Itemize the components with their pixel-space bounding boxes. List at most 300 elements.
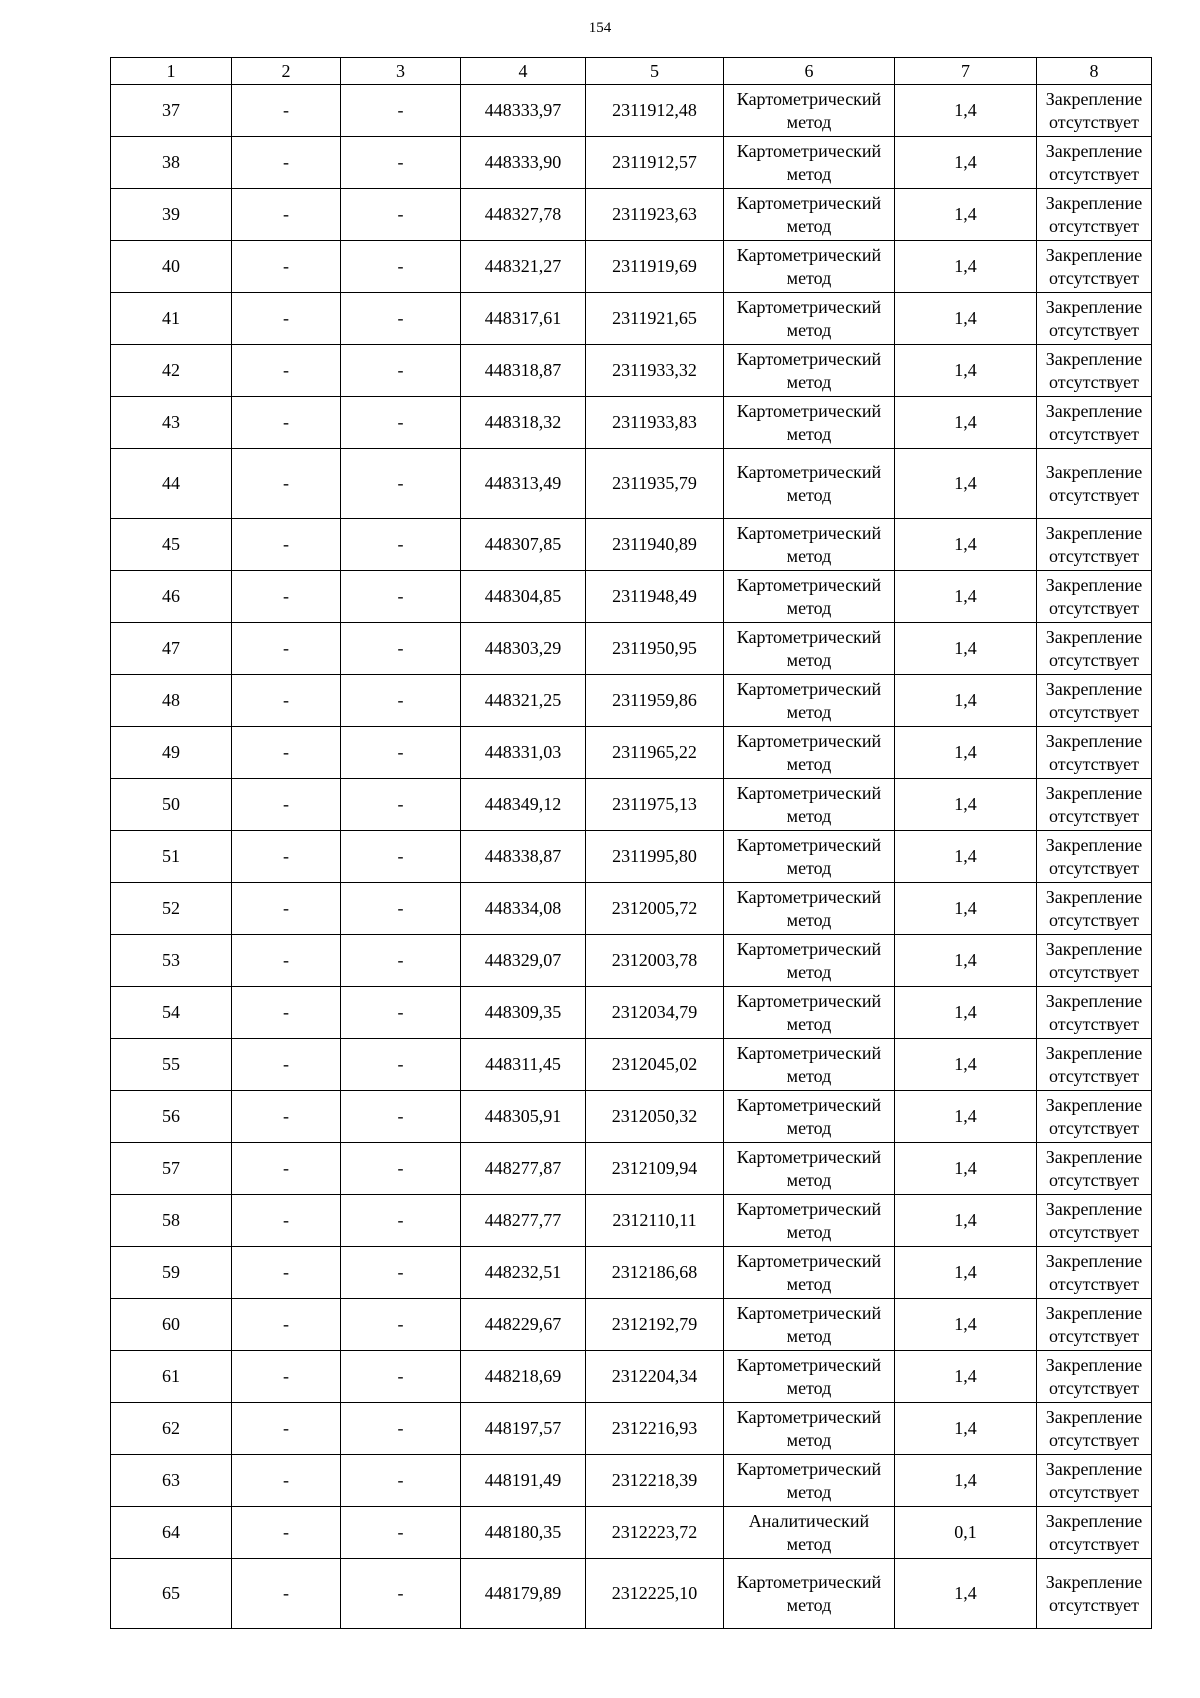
accuracy-cell: 1,4 xyxy=(895,1091,1037,1143)
point-number-cell: 58 xyxy=(111,1195,232,1247)
fixing-cell xyxy=(1037,1351,1152,1403)
fixing-cell xyxy=(1037,675,1152,727)
fixing-line: Закрепление xyxy=(1045,990,1143,1011)
table-row xyxy=(111,1039,1152,1091)
point-number-cell: 65 xyxy=(111,1559,232,1629)
fixing-line: Закрепление xyxy=(1045,348,1143,369)
fixing-line: отсутствует xyxy=(1048,805,1140,826)
y-coordinate-cell: 2311950,95 xyxy=(586,623,724,675)
method-line: Картометрический xyxy=(736,1406,882,1427)
y-coordinate-cell: 2312005,72 xyxy=(586,883,724,935)
fixing-line: отсутствует xyxy=(1048,163,1140,184)
y-coordinate-cell: 2312109,94 xyxy=(586,1143,724,1195)
point-number-cell: 41 xyxy=(111,293,232,345)
fixing-cell xyxy=(1037,935,1152,987)
method-line: Картометрический xyxy=(736,626,882,647)
method-line: Картометрический xyxy=(736,1458,882,1479)
method-cell xyxy=(724,1559,895,1629)
column-3-cell: - xyxy=(341,1507,461,1559)
fixing-cell xyxy=(1037,1195,1152,1247)
method-line: метод xyxy=(786,267,832,288)
fixing-cell xyxy=(1037,1455,1152,1507)
accuracy-cell: 1,4 xyxy=(895,831,1037,883)
column-3-cell: - xyxy=(341,189,461,241)
method-cell xyxy=(724,831,895,883)
accuracy-cell: 1,4 xyxy=(895,1039,1037,1091)
fixing-line: Закрепление xyxy=(1045,1510,1143,1531)
column-3-cell: - xyxy=(341,519,461,571)
column-2-cell: - xyxy=(232,293,341,345)
column-3-cell: - xyxy=(341,675,461,727)
column-3-cell: - xyxy=(341,831,461,883)
y-coordinate-cell: 2311975,13 xyxy=(586,779,724,831)
column-2-cell: - xyxy=(232,449,341,519)
method-line: Картометрический xyxy=(736,1302,882,1323)
fixing-cell xyxy=(1037,519,1152,571)
fixing-line: Закрепление xyxy=(1045,626,1143,647)
header-cell: 7 xyxy=(895,58,1037,85)
fixing-cell xyxy=(1037,831,1152,883)
method-line: метод xyxy=(786,423,832,444)
fixing-cell xyxy=(1037,623,1152,675)
accuracy-cell: 1,4 xyxy=(895,397,1037,449)
accuracy-cell: 1,4 xyxy=(895,449,1037,519)
x-coordinate-cell: 448321,27 xyxy=(461,241,586,293)
table-row xyxy=(111,1403,1152,1455)
table-row xyxy=(111,727,1152,779)
fixing-line: отсутствует xyxy=(1048,1065,1140,1086)
page-number: 154 xyxy=(588,20,612,36)
column-3-cell: - xyxy=(341,1039,461,1091)
x-coordinate-cell: 448304,85 xyxy=(461,571,586,623)
table-row xyxy=(111,1455,1152,1507)
fixing-cell xyxy=(1037,293,1152,345)
y-coordinate-cell: 2311933,32 xyxy=(586,345,724,397)
fixing-line: Закрепление xyxy=(1045,1146,1143,1167)
accuracy-cell: 1,4 xyxy=(895,1143,1037,1195)
x-coordinate-cell: 448191,49 xyxy=(461,1455,586,1507)
column-3-cell: - xyxy=(341,1455,461,1507)
point-number-cell: 38 xyxy=(111,137,232,189)
table-row xyxy=(111,241,1152,293)
method-cell xyxy=(724,1455,895,1507)
fixing-line: Закрепление xyxy=(1045,1571,1143,1592)
column-3-cell: - xyxy=(341,85,461,137)
column-2-cell: - xyxy=(232,675,341,727)
column-2-cell: - xyxy=(232,727,341,779)
fixing-line: отсутствует xyxy=(1048,597,1140,618)
point-number-cell: 60 xyxy=(111,1299,232,1351)
header-cell: 6 xyxy=(724,58,895,85)
x-coordinate-cell: 448321,25 xyxy=(461,675,586,727)
column-2-cell: - xyxy=(232,935,341,987)
method-cell xyxy=(724,293,895,345)
y-coordinate-cell: 2311923,63 xyxy=(586,189,724,241)
point-number-cell: 59 xyxy=(111,1247,232,1299)
table-row xyxy=(111,1351,1152,1403)
accuracy-cell: 1,4 xyxy=(895,675,1037,727)
method-line: Картометрический xyxy=(736,1146,882,1167)
y-coordinate-cell: 2312225,10 xyxy=(586,1559,724,1629)
column-3-cell: - xyxy=(341,623,461,675)
method-line: Картометрический xyxy=(736,938,882,959)
fixing-line: отсутствует xyxy=(1048,111,1140,132)
fixing-line: Закрепление xyxy=(1045,574,1143,595)
fixing-cell xyxy=(1037,345,1152,397)
fixing-line: отсутствует xyxy=(1048,1325,1140,1346)
method-cell xyxy=(724,1143,895,1195)
method-line: Картометрический xyxy=(736,244,882,265)
column-3-cell: - xyxy=(341,1559,461,1629)
fixing-line: отсутствует xyxy=(1048,1013,1140,1034)
method-cell xyxy=(724,779,895,831)
table-row xyxy=(111,85,1152,137)
method-line: метод xyxy=(786,319,832,340)
point-number-cell: 39 xyxy=(111,189,232,241)
fixing-line: отсутствует xyxy=(1048,1273,1140,1294)
method-line: метод xyxy=(786,1481,832,1502)
method-line: метод xyxy=(786,961,832,982)
method-line: Картометрический xyxy=(736,834,882,855)
fixing-line: Закрепление xyxy=(1045,296,1143,317)
point-number-cell: 56 xyxy=(111,1091,232,1143)
header-cell: 4 xyxy=(461,58,586,85)
method-cell xyxy=(724,1195,895,1247)
point-number-cell: 46 xyxy=(111,571,232,623)
column-3-cell: - xyxy=(341,241,461,293)
fixing-cell xyxy=(1037,1507,1152,1559)
fixing-line: отсутствует xyxy=(1048,423,1140,444)
y-coordinate-cell: 2311940,89 xyxy=(586,519,724,571)
method-cell xyxy=(724,449,895,519)
column-2-cell: - xyxy=(232,779,341,831)
fixing-line: отсутствует xyxy=(1048,1429,1140,1450)
method-line: Картометрический xyxy=(736,461,882,482)
point-number-cell: 47 xyxy=(111,623,232,675)
fixing-line: Закрепление xyxy=(1045,192,1143,213)
y-coordinate-cell: 2312110,11 xyxy=(586,1195,724,1247)
method-line: Картометрический xyxy=(736,400,882,421)
fixing-cell xyxy=(1037,241,1152,293)
x-coordinate-cell: 448197,57 xyxy=(461,1403,586,1455)
method-line: метод xyxy=(786,805,832,826)
x-coordinate-cell: 448333,97 xyxy=(461,85,586,137)
method-cell xyxy=(724,137,895,189)
table-row xyxy=(111,189,1152,241)
x-coordinate-cell: 448277,77 xyxy=(461,1195,586,1247)
column-2-cell: - xyxy=(232,1559,341,1629)
method-line: Картометрический xyxy=(736,1198,882,1219)
x-coordinate-cell: 448229,67 xyxy=(461,1299,586,1351)
y-coordinate-cell: 2311933,83 xyxy=(586,397,724,449)
y-coordinate-cell: 2311935,79 xyxy=(586,449,724,519)
column-3-cell: - xyxy=(341,883,461,935)
fixing-line: отсутствует xyxy=(1048,1377,1140,1398)
table-row xyxy=(111,137,1152,189)
method-line: Картометрический xyxy=(736,88,882,109)
method-line: метод xyxy=(786,1429,832,1450)
method-line: метод xyxy=(786,1325,832,1346)
column-3-cell: - xyxy=(341,935,461,987)
accuracy-cell: 1,4 xyxy=(895,189,1037,241)
point-number-cell: 50 xyxy=(111,779,232,831)
method-line: метод xyxy=(786,545,832,566)
x-coordinate-cell: 448338,87 xyxy=(461,831,586,883)
table-row xyxy=(111,397,1152,449)
y-coordinate-cell: 2312223,72 xyxy=(586,1507,724,1559)
fixing-line: Закрепление xyxy=(1045,1354,1143,1375)
table-row xyxy=(111,293,1152,345)
method-line: метод xyxy=(786,1013,832,1034)
y-coordinate-cell: 2311919,69 xyxy=(586,241,724,293)
fixing-line: отсутствует xyxy=(1048,1594,1140,1615)
fixing-cell xyxy=(1037,727,1152,779)
method-cell xyxy=(724,189,895,241)
column-2-cell: - xyxy=(232,397,341,449)
method-cell xyxy=(724,519,895,571)
y-coordinate-cell: 2311921,65 xyxy=(586,293,724,345)
method-line: Картометрический xyxy=(736,1354,882,1375)
header-cell: 3 xyxy=(341,58,461,85)
method-cell xyxy=(724,1403,895,1455)
column-2-cell: - xyxy=(232,1247,341,1299)
accuracy-cell: 1,4 xyxy=(895,883,1037,935)
table-row xyxy=(111,345,1152,397)
point-number-cell: 48 xyxy=(111,675,232,727)
method-line: метод xyxy=(786,484,832,505)
column-3-cell: - xyxy=(341,779,461,831)
table-row xyxy=(111,571,1152,623)
fixing-line: отсутствует xyxy=(1048,1117,1140,1138)
fixing-cell xyxy=(1037,571,1152,623)
accuracy-cell: 1,4 xyxy=(895,1247,1037,1299)
method-line: Картометрический xyxy=(736,678,882,699)
column-2-cell: - xyxy=(232,987,341,1039)
point-number-cell: 40 xyxy=(111,241,232,293)
table-row xyxy=(111,1143,1152,1195)
header-cell: 5 xyxy=(586,58,724,85)
y-coordinate-cell: 2311948,49 xyxy=(586,571,724,623)
method-line: Картометрический xyxy=(736,348,882,369)
accuracy-cell: 1,4 xyxy=(895,779,1037,831)
method-line: метод xyxy=(786,701,832,722)
point-number-cell: 42 xyxy=(111,345,232,397)
method-line: Картометрический xyxy=(736,1094,882,1115)
y-coordinate-cell: 2311912,57 xyxy=(586,137,724,189)
fixing-line: Закрепление xyxy=(1045,834,1143,855)
table-row xyxy=(111,519,1152,571)
column-2-cell: - xyxy=(232,241,341,293)
method-line: метод xyxy=(786,371,832,392)
accuracy-cell: 1,4 xyxy=(895,345,1037,397)
fixing-cell xyxy=(1037,779,1152,831)
method-line: Картометрический xyxy=(736,140,882,161)
x-coordinate-cell: 448318,32 xyxy=(461,397,586,449)
fixing-line: отсутствует xyxy=(1048,961,1140,982)
method-cell xyxy=(724,623,895,675)
column-2-cell: - xyxy=(232,1143,341,1195)
column-2-cell: - xyxy=(232,1299,341,1351)
method-cell xyxy=(724,241,895,293)
method-line: метод xyxy=(786,1221,832,1242)
coordinates-table xyxy=(110,57,1152,1629)
x-coordinate-cell: 448334,08 xyxy=(461,883,586,935)
column-3-cell: - xyxy=(341,449,461,519)
x-coordinate-cell: 448313,49 xyxy=(461,449,586,519)
x-coordinate-cell: 448277,87 xyxy=(461,1143,586,1195)
fixing-line: Закрепление xyxy=(1045,886,1143,907)
method-line: Картометрический xyxy=(736,192,882,213)
x-coordinate-cell: 448303,29 xyxy=(461,623,586,675)
column-3-cell: - xyxy=(341,1143,461,1195)
point-number-cell: 55 xyxy=(111,1039,232,1091)
header-row xyxy=(111,58,1152,85)
x-coordinate-cell: 448331,03 xyxy=(461,727,586,779)
fixing-line: отсутствует xyxy=(1048,1533,1140,1554)
fixing-cell xyxy=(1037,1559,1152,1629)
fixing-line: Закрепление xyxy=(1045,244,1143,265)
fixing-cell xyxy=(1037,449,1152,519)
x-coordinate-cell: 448309,35 xyxy=(461,987,586,1039)
y-coordinate-cell: 2311995,80 xyxy=(586,831,724,883)
column-3-cell: - xyxy=(341,727,461,779)
x-coordinate-cell: 448305,91 xyxy=(461,1091,586,1143)
fixing-line: отсутствует xyxy=(1048,909,1140,930)
point-number-cell: 51 xyxy=(111,831,232,883)
y-coordinate-cell: 2312003,78 xyxy=(586,935,724,987)
method-line: метод xyxy=(786,1169,832,1190)
accuracy-cell: 1,4 xyxy=(895,293,1037,345)
y-coordinate-cell: 2312186,68 xyxy=(586,1247,724,1299)
y-coordinate-cell: 2312204,34 xyxy=(586,1351,724,1403)
method-line: Картометрический xyxy=(736,782,882,803)
fixing-line: Закрепление xyxy=(1045,678,1143,699)
accuracy-cell: 1,4 xyxy=(895,1455,1037,1507)
point-number-cell: 61 xyxy=(111,1351,232,1403)
y-coordinate-cell: 2311912,48 xyxy=(586,85,724,137)
column-2-cell: - xyxy=(232,1455,341,1507)
x-coordinate-cell: 448318,87 xyxy=(461,345,586,397)
fixing-line: Закрепление xyxy=(1045,1094,1143,1115)
fixing-cell xyxy=(1037,1091,1152,1143)
fixing-line: отсутствует xyxy=(1048,484,1140,505)
method-cell xyxy=(724,1091,895,1143)
point-number-cell: 49 xyxy=(111,727,232,779)
method-line: метод xyxy=(786,1273,832,1294)
column-3-cell: - xyxy=(341,1351,461,1403)
method-cell xyxy=(724,987,895,1039)
method-line: метод xyxy=(786,649,832,670)
x-coordinate-cell: 448327,78 xyxy=(461,189,586,241)
table-row xyxy=(111,449,1152,519)
fixing-line: отсутствует xyxy=(1048,753,1140,774)
method-line: метод xyxy=(786,857,832,878)
fixing-line: отсутствует xyxy=(1048,701,1140,722)
fixing-line: Закрепление xyxy=(1045,400,1143,421)
method-line: метод xyxy=(786,597,832,618)
method-line: метод xyxy=(786,215,832,236)
fixing-cell xyxy=(1037,1039,1152,1091)
point-number-cell: 62 xyxy=(111,1403,232,1455)
y-coordinate-cell: 2312216,93 xyxy=(586,1403,724,1455)
method-line: Картометрический xyxy=(736,886,882,907)
x-coordinate-cell: 448218,69 xyxy=(461,1351,586,1403)
method-line: Картометрический xyxy=(736,522,882,543)
fixing-line: отсутствует xyxy=(1048,267,1140,288)
column-3-cell: - xyxy=(341,1195,461,1247)
method-line: метод xyxy=(786,1533,832,1554)
method-line: Картометрический xyxy=(736,574,882,595)
method-cell xyxy=(724,935,895,987)
method-line: метод xyxy=(786,1065,832,1086)
point-number-cell: 54 xyxy=(111,987,232,1039)
x-coordinate-cell: 448232,51 xyxy=(461,1247,586,1299)
x-coordinate-cell: 448317,61 xyxy=(461,293,586,345)
x-coordinate-cell: 448180,35 xyxy=(461,1507,586,1559)
fixing-line: Закрепление xyxy=(1045,461,1143,482)
method-cell xyxy=(724,675,895,727)
fixing-line: Закрепление xyxy=(1045,730,1143,751)
fixing-line: Закрепление xyxy=(1045,1198,1143,1219)
y-coordinate-cell: 2312218,39 xyxy=(586,1455,724,1507)
column-3-cell: - xyxy=(341,1247,461,1299)
point-number-cell: 45 xyxy=(111,519,232,571)
point-number-cell: 43 xyxy=(111,397,232,449)
fixing-line: отсутствует xyxy=(1048,319,1140,340)
column-3-cell: - xyxy=(341,397,461,449)
header-cell: 8 xyxy=(1037,58,1152,85)
column-3-cell: - xyxy=(341,345,461,397)
method-line: метод xyxy=(786,909,832,930)
column-2-cell: - xyxy=(232,137,341,189)
y-coordinate-cell: 2311959,86 xyxy=(586,675,724,727)
point-number-cell: 53 xyxy=(111,935,232,987)
column-3-cell: - xyxy=(341,293,461,345)
method-cell xyxy=(724,85,895,137)
fixing-line: Закрепление xyxy=(1045,938,1143,959)
column-2-cell: - xyxy=(232,345,341,397)
fixing-line: Закрепление xyxy=(1045,782,1143,803)
method-cell xyxy=(724,727,895,779)
point-number-cell: 52 xyxy=(111,883,232,935)
fixing-line: отсутствует xyxy=(1048,371,1140,392)
column-2-cell: - xyxy=(232,1351,341,1403)
table-row xyxy=(111,1559,1152,1629)
method-cell xyxy=(724,1351,895,1403)
method-line: метод xyxy=(786,1117,832,1138)
accuracy-cell: 1,4 xyxy=(895,519,1037,571)
accuracy-cell: 1,4 xyxy=(895,137,1037,189)
column-3-cell: - xyxy=(341,571,461,623)
method-line: метод xyxy=(786,111,832,132)
header-cell: 1 xyxy=(111,58,232,85)
x-coordinate-cell: 448333,90 xyxy=(461,137,586,189)
method-line: метод xyxy=(786,163,832,184)
x-coordinate-cell: 448349,12 xyxy=(461,779,586,831)
accuracy-cell: 0,1 xyxy=(895,1507,1037,1559)
accuracy-cell: 1,4 xyxy=(895,1351,1037,1403)
method-line: Картометрический xyxy=(736,1250,882,1271)
accuracy-cell: 1,4 xyxy=(895,935,1037,987)
accuracy-cell: 1,4 xyxy=(895,1299,1037,1351)
fixing-cell xyxy=(1037,987,1152,1039)
method-line: Аналитический xyxy=(748,1510,870,1531)
method-cell xyxy=(724,1299,895,1351)
fixing-line: Закрепление xyxy=(1045,140,1143,161)
fixing-line: отсутствует xyxy=(1048,215,1140,236)
fixing-cell xyxy=(1037,1143,1152,1195)
fixing-line: отсутствует xyxy=(1048,545,1140,566)
